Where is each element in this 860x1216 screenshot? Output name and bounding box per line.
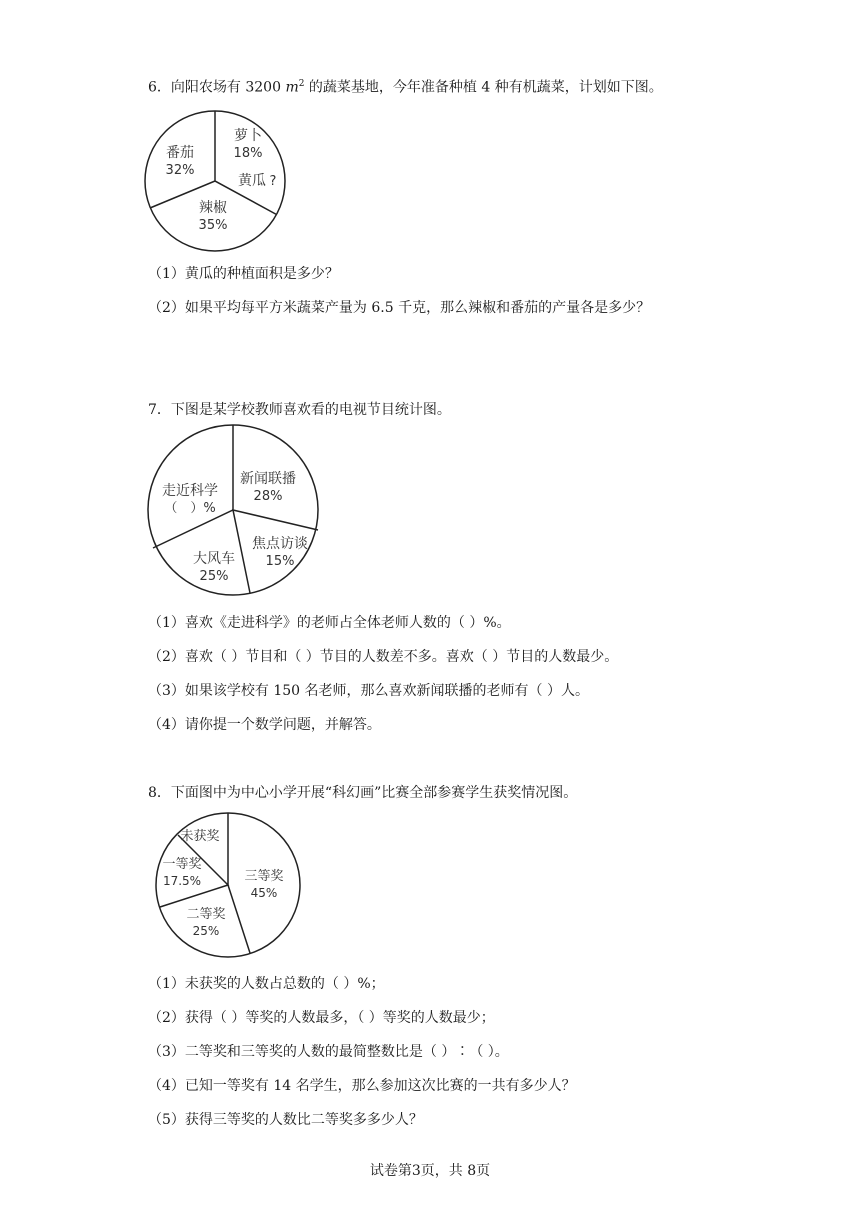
question-7-sub-1: （1）喜欢《走进科学》的老师占全体老师人数的（ ）%。 xyxy=(148,615,511,631)
pie-awards-slice-label: 一等奖 xyxy=(162,857,202,872)
pie-vegetables-dividers xyxy=(150,111,277,215)
question-8-sub-1: （1）未获奖的人数占总数的（ ）%； xyxy=(148,976,385,992)
question-6-stem: 6．向阳农场有 3200 $m^2$ 的蔬菜基地，今年准备种植 4 种有机蔬菜，计划如下图。 xyxy=(148,79,663,96)
question-8-sub-4: （4）已知一等奖有 14 名学生，那么参加这次比赛的一共有多少人？ xyxy=(148,1078,576,1094)
pie-awards-slice-label: 二等奖 xyxy=(186,907,226,922)
pie-tv-programs-slice-value: （ ）% xyxy=(164,501,216,516)
pie-tv-programs-slice-value: 28% xyxy=(253,489,283,504)
pie-tv-programs-slice-label: 走近科学 xyxy=(162,483,218,499)
pie-awards-slice-label: 未获奖 xyxy=(180,829,220,844)
pie-vegetables-slice-label: 番茄 xyxy=(166,145,194,161)
pie-awards-slice-value: 17.5% xyxy=(162,874,202,888)
pie-vegetables-slice-label: 黄瓜 xyxy=(238,173,266,189)
pie-awards-slice-value: 25% xyxy=(192,924,220,938)
pie-vegetables-slice-value: ? xyxy=(269,174,277,189)
question-7-sub-2: （2）喜欢（ ）节目和（ ）节目的人数差不多。喜欢（ ）节目的人数最少。 xyxy=(148,649,619,665)
question-8-sub-5: （5）获得三等奖的人数比二等奖多多少人？ xyxy=(148,1112,423,1128)
pie-tv-programs-dividers xyxy=(153,425,318,593)
pie-tv-programs-slice-label: 大风车 xyxy=(193,551,235,567)
question-7-sub-4: （4）请你提一个数学问题，并解答。 xyxy=(148,717,381,733)
question-7-stem: 7．下图是某学校教师喜欢看的电视节目统计图。 xyxy=(148,402,451,418)
question-8-sub-2: （2）获得（ ）等奖的人数最多，（ ）等奖的人数最少； xyxy=(148,1010,495,1026)
pie-vegetables-slice-label: 辣椒 xyxy=(199,200,227,216)
pie-tv-programs-slice-value: 25% xyxy=(199,569,229,584)
pie-awards-outline xyxy=(156,813,300,957)
question-8-stem: 8．下面图中为中心小学开展“科幻画”比赛全部参赛学生获奖情况图。 xyxy=(148,785,578,801)
question-8-sub-3: （3）二等奖和三等奖的人数的最简整数比是（ ）∶（ ）。 xyxy=(148,1044,509,1060)
pie-tv-programs-slice-value: 15% xyxy=(265,554,295,569)
pie-awards-slice-value: 45% xyxy=(250,886,278,900)
pie-vegetables-slice-label: 萝卜 xyxy=(234,128,262,144)
question-7-sub-3: （3）如果该学校有 150 名老师，那么喜欢新闻联播的老师有（ ）人。 xyxy=(148,683,589,699)
pie-vegetables-slice-value: 35% xyxy=(198,218,228,233)
pie-vegetables-slice-value: 18% xyxy=(233,146,263,161)
page-footer: 试卷第3页，共 8页 xyxy=(369,1163,491,1179)
pie-awards-slice-label: 三等奖 xyxy=(244,869,284,884)
pie-vegetables-slice-value: 32% xyxy=(165,163,195,178)
question-6-sub-2: （2）如果平均每平方米蔬菜产量为 6.5 千克，那么辣椒和番茄的产量各是多少？ xyxy=(148,300,651,316)
pie-tv-programs-slice-label: 焦点访谈 xyxy=(252,536,308,552)
pie-vegetables-outline xyxy=(145,111,285,251)
pie-awards-dividers xyxy=(160,813,250,953)
pie-tv-programs-slice-label: 新闻联播 xyxy=(240,471,296,487)
question-6-sub-1: （1）黄瓜的种植面积是多少？ xyxy=(148,266,339,282)
pie-tv-programs-outline xyxy=(148,425,318,595)
